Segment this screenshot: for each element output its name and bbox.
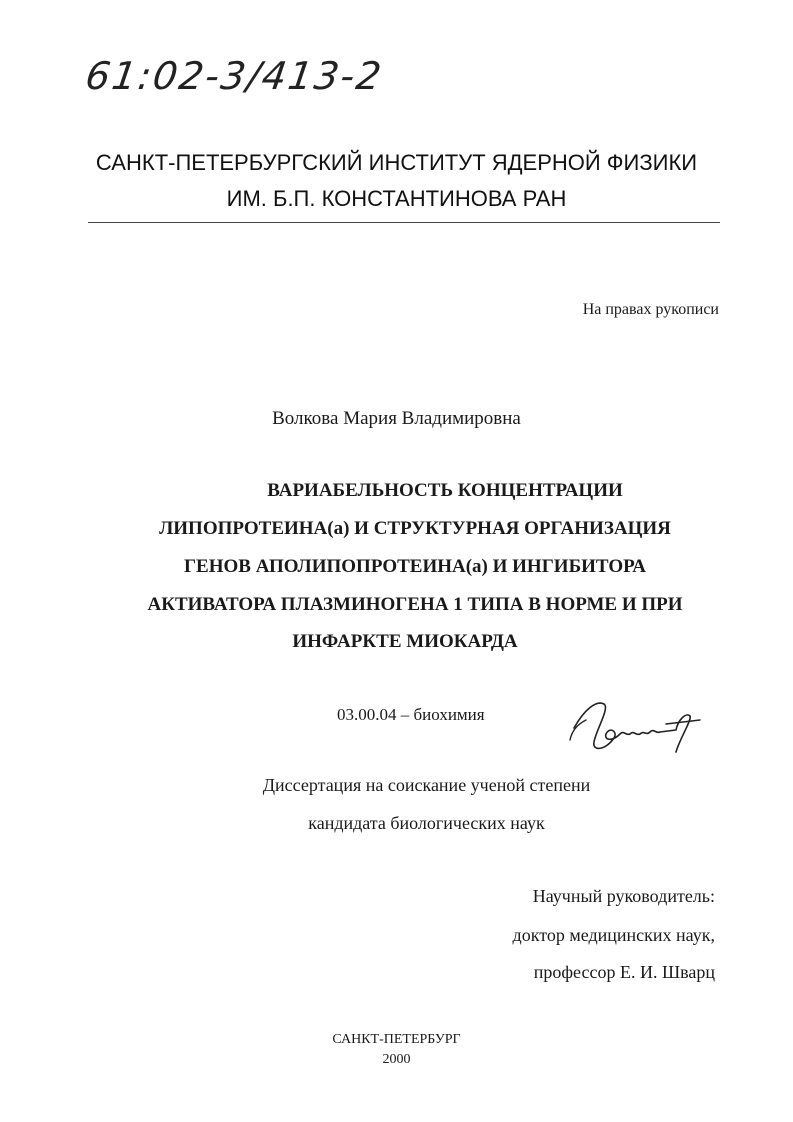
header-divider — [88, 222, 720, 223]
institute-name-line1: САНКТ-ПЕТЕРБУРГСКИЙ ИНСТИТУТ ЯДЕРНОЙ ФИЗИКИ — [95, 150, 698, 175]
supervisor-label: Научный руководитель: — [532, 886, 715, 906]
city: САНКТ-ПЕТЕРБУРГ — [332, 1032, 461, 1047]
handwritten-signature — [566, 690, 706, 760]
author-name: Волкова Мария Владимировна — [272, 408, 521, 429]
degree-statement-line1: Диссертация на соискание ученой степени — [262, 775, 591, 795]
thesis-title-line: ВАРИАБЕЛЬНОСТЬ КОНЦЕНТРАЦИИ — [267, 480, 623, 501]
specialty-code: 03.00.04 – биохимия — [337, 705, 485, 724]
supervisor-degree: доктор медицинских наук, — [512, 925, 715, 945]
thesis-title-line: ЛИПОПРОТЕИНА(а) И СТРУКТУРНАЯ ОРГАНИЗАЦИЯ — [159, 518, 671, 539]
institute-name-line2: ИМ. Б.П. КОНСТАНТИНОВА РАН — [226, 186, 567, 211]
manuscript-rights-note: На правах рукописи — [582, 301, 719, 318]
thesis-title-line: ИНФАРКТЕ МИОКАРДА — [292, 631, 518, 652]
supervisor-name: профессор Е. И. Шварц — [533, 962, 715, 982]
degree-statement-line2: кандидата биологических наук — [308, 813, 545, 833]
catalog-number: 61:02-3/413-2 — [82, 54, 386, 98]
year: 2000 — [382, 1052, 411, 1067]
thesis-title-line: АКТИВАТОРА ПЛАЗМИНОГЕНА 1 ТИПА В НОРМЕ И ПРИ — [147, 594, 683, 615]
thesis-title-line: ГЕНОВ АПОЛИПОПРОТЕИНА(а) И ИНГИБИТОРА — [183, 556, 647, 577]
